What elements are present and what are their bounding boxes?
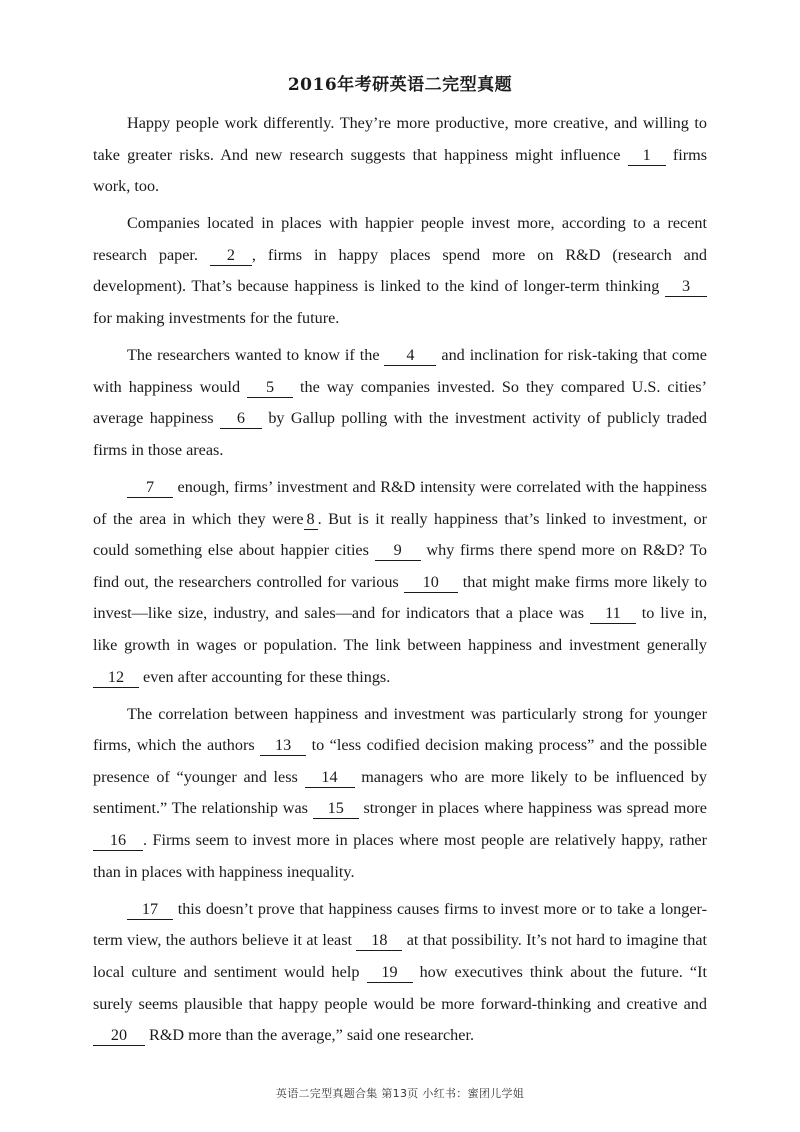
blank-number: 5 <box>247 377 293 398</box>
blank-number: 10 <box>404 572 458 593</box>
passage-paragraph <box>93 340 707 466</box>
paragraph-text: that might make firms more likely to invest—like size, industry, and sales—and for indicators that a place was <box>93 572 707 623</box>
paragraph-text: managers who are more likely to be influenced by sentiment.” The relationship was <box>93 767 707 818</box>
paragraph-text: for making investments for the future. <box>93 309 340 328</box>
paragraph-text: how executives think about the future. “It surely seems plausible that happy people would be more forward-thinking and creative and <box>93 962 707 1013</box>
paragraph-text: R&D more than the average,” said one researcher. <box>145 1026 474 1045</box>
blank-number: 19 <box>367 962 413 983</box>
blank-number: 16 <box>93 830 143 851</box>
blank-number: 1 <box>628 145 666 166</box>
blank-number: 7 <box>127 477 173 498</box>
blank-number: 8 <box>304 509 318 530</box>
passage-paragraph <box>93 108 707 203</box>
paragraph-text: stronger in places where happiness was spread more <box>358 799 707 818</box>
passage-paragraph <box>93 208 707 334</box>
paragraph-text: . Firms seem to invest more in places where most people are relatively happy, rather than in places with happiness inequality. <box>93 831 707 881</box>
paragraph-text: . But is it really happiness that’s linked to investment, or could something else about happier cities <box>93 509 707 560</box>
blank-number: 12 <box>93 667 139 688</box>
paragraph-text: and inclination for risk-taking that come with happiness would <box>93 346 707 396</box>
paragraph-text: this doesn’t prove that happiness causes firms to invest more or to take a longer-term view, the authors believe it at least <box>93 899 707 950</box>
blank-number: 13 <box>260 735 306 756</box>
page-footer: 英语二完型真题合集 第13页 小红书：蜜团儿学姐 <box>275 1087 525 1100</box>
paragraph-text: why firms there spend more on R&D? To find out, the researchers controlled for various <box>93 541 707 591</box>
paragraph-text: the way companies invested. So they compared U.S. cities’ average happiness <box>93 377 707 428</box>
paragraph-text: enough, firms’ investment and R&D intensity were correlated with the happiness of the area in which they were <box>93 478 707 528</box>
blank-number: 9 <box>375 540 421 561</box>
passage-paragraph <box>93 472 707 693</box>
blank-number: 18 <box>356 930 402 951</box>
blank-number: 2 <box>210 245 252 266</box>
passage-paragraph <box>93 894 707 1052</box>
blank-number: 17 <box>127 899 173 920</box>
paragraph-text: The researchers wanted to know if the <box>127 346 385 365</box>
paragraph-text: by Gallup polling with the investment activity of publicly traded firms in those areas. <box>93 409 707 459</box>
paragraph-text: Companies located in places with happier people invest more, according to a recent research paper. <box>93 214 707 264</box>
blank-number: 15 <box>313 798 359 819</box>
page-title: 2016年考研英语二完型真题 <box>287 75 513 95</box>
paragraph-text: to live in, like growth in wages or population. The link between happiness and investment generally <box>93 604 707 654</box>
blank-number: 20 <box>93 1025 145 1046</box>
passage-paragraph <box>93 699 707 889</box>
blank-number: 3 <box>665 276 707 297</box>
paragraph-text: , firms in happy places spend more on R&D (research and development). That’s because happiness is linked to the kind of longer-term thinking <box>93 245 708 296</box>
blank-number: 6 <box>220 408 262 429</box>
passage-body <box>93 108 707 1057</box>
paragraph-text: Happy people work differently. They’re more productive, more creative, and willing to take greater risks. And new research suggests that happiness might influence <box>93 114 707 164</box>
blank-number: 14 <box>305 767 355 788</box>
paragraph-text: to “less codified decision making process” and the possible presence of “younger and less <box>93 736 707 786</box>
paragraph-text: even after accounting for these things. <box>139 667 391 686</box>
blank-number: 4 <box>384 345 436 366</box>
paragraph-text: firms work, too. <box>93 145 708 196</box>
blank-number: 11 <box>590 603 636 624</box>
paragraph-text: at that possibility. It’s not hard to imagine that local culture and sentiment would help <box>93 931 707 981</box>
paragraph-text: The correlation between happiness and investment was particularly strong for younger firms, which the authors <box>93 704 707 755</box>
